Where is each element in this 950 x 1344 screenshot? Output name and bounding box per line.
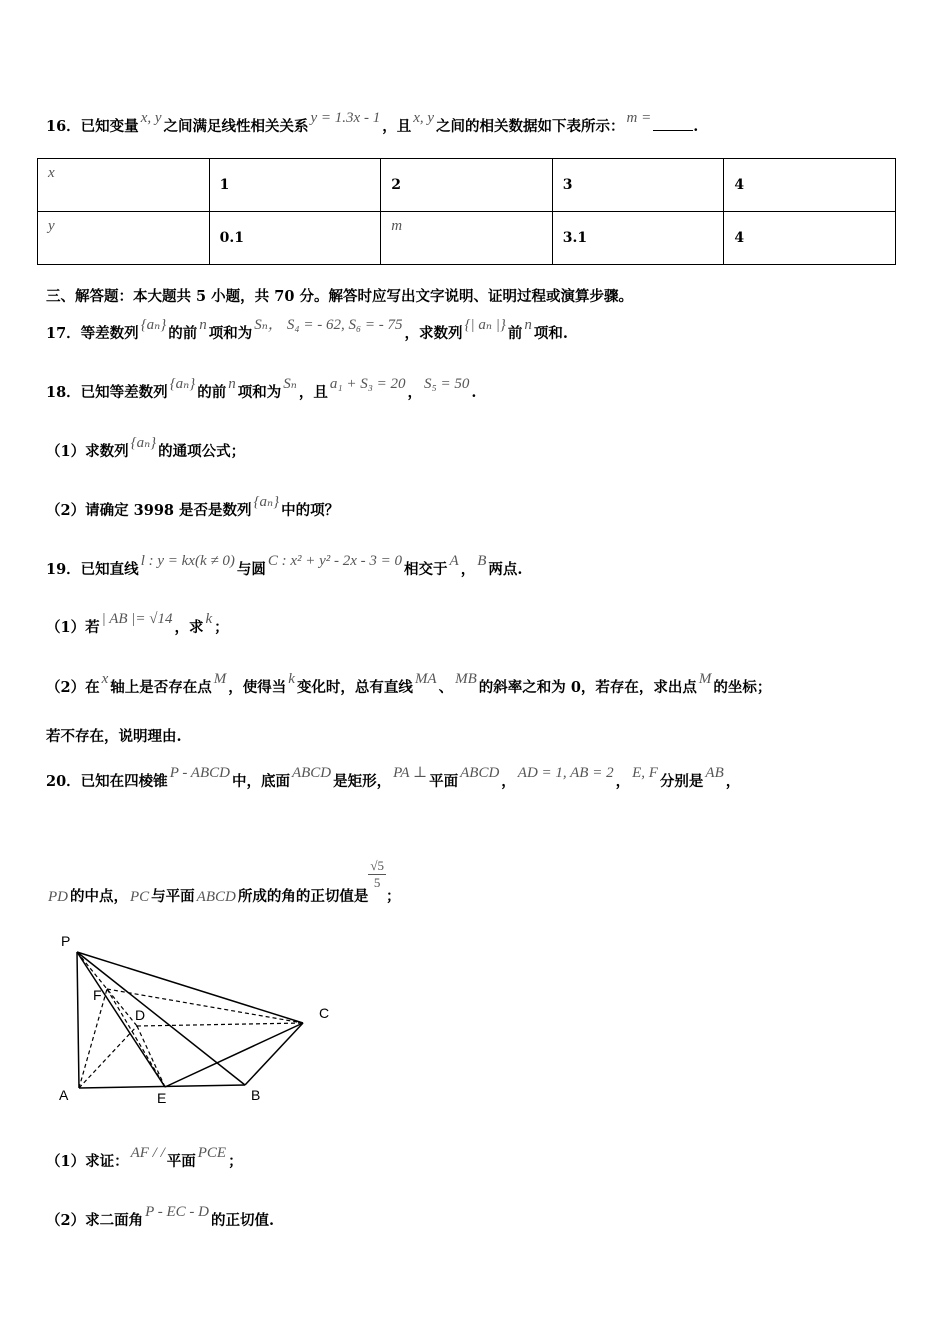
q20-part2 [46,1204,275,1230]
q20-t11: ； [385,888,401,905]
q16-end: . [693,118,699,135]
q20-t1: 中，底面 [231,773,290,790]
q16-m-eq: m = [626,110,652,126]
q19-p2-d: 变化时，总有直线 [296,679,413,696]
q19-p1-b: ，求 [174,619,204,636]
q20-dims: AD = 1, AB = 2 [517,765,614,781]
q17-sn: Sₙ， [254,317,283,333]
q17-n: n [199,317,207,333]
fraction [368,858,386,891]
q20-p1-af: AF / / [130,1145,165,1161]
q20-prefix: 20．已知在四棱锥 [46,773,168,790]
q19-p2-c: ，使得当 [228,679,287,696]
q20-t2: 是矩形， [333,773,392,790]
q20-abcd2: ABCD [460,765,500,781]
q19-prefix: 19．已知直线 [46,561,139,578]
fraction-numerator: √5 [370,858,384,873]
q19-p2-MA: MA [414,671,437,687]
q20-ab: AB [705,765,724,781]
q20-t9: 与平面 [151,888,195,905]
section-heading: 三、解答题：本大题共 5 小题，共 70 分。解答时应写出文字说明、证明过程或演算步骤。 [46,288,633,305]
table-cell: 0.1 [209,212,381,265]
q18-p1-a: （1）求数列 [46,443,129,460]
q16-mid1: 之间满足线性相关关系 [163,118,309,135]
edge-AF [79,989,107,1088]
q20-pd: PD [48,889,68,905]
pyramid-figure [55,930,345,1110]
q18-p1-an: {aₙ} [130,435,157,451]
q18-n: n [228,376,236,392]
edge-PE [77,952,165,1087]
q20-p1-a: （1）求证： [46,1153,129,1170]
q16-eq: y = 1.3x - 1 [310,110,381,126]
edge-AB [79,1085,245,1088]
q18-t1: 的前 [197,384,227,401]
q18-an: {aₙ} [169,376,196,392]
q19-comma: ， [460,561,476,578]
table-cell: 1 [209,159,381,212]
table-cell: 3.1 [552,212,724,265]
q19-p1-ab: | AB |= √14 [101,611,173,627]
q16-mid3: 之间的相关数据如下表所示： [436,118,625,135]
edge-PC [77,952,303,1023]
q19-A: A [449,553,459,569]
q20-line [46,765,741,791]
edge-EC [165,1023,303,1087]
table-row [38,212,896,265]
label-E: E [157,1090,167,1106]
q18-part2 [46,494,340,520]
q20-t7: ， [725,773,741,790]
q19-p2-sep: 、 [438,679,454,696]
q20-p2-b: 的正切值. [210,1212,275,1229]
q19-circle: C : x² + y² - 2x - 3 = 0 [267,553,403,569]
q18-part1 [46,435,246,461]
table-row [38,159,896,212]
q19-t1: 与圆 [236,561,266,578]
table-cell: 4 [724,159,896,212]
q19-p2-a: （2）在 [46,679,100,696]
q19-p1-c: ； [214,619,229,636]
q20-t8: 的中点， [70,888,128,905]
label-B: B [251,1087,261,1103]
q18-p1-b: 的通项公式； [158,443,246,460]
table-cell: m [381,212,553,265]
q17-an: {aₙ} [140,317,167,333]
q19-line-eq: l : y = kx(k ≠ 0) [140,553,235,569]
q19-B: B [477,553,487,569]
q20-t4: ， [501,773,516,790]
data-table [37,158,896,265]
q18-t4: ， [407,384,423,401]
label-A: A [59,1087,69,1103]
q20-p1-pce: PCE [197,1145,227,1161]
q18-line [46,376,477,402]
label-F: F [93,987,102,1003]
q19-t2: 相交于 [404,561,448,578]
q20-p1-b: 平面 [166,1153,196,1170]
q17-t5: 项和. [533,325,568,342]
q16-line [46,110,699,136]
edge-PB [77,952,245,1085]
q18-sn: Sₙ [283,376,297,392]
edge-DC [137,1023,303,1026]
q20-pc: PC [130,889,150,905]
q20-abcd3: ABCD [196,889,236,905]
q20-line2 [46,858,401,906]
q19-p2-b: 轴上是否存在点 [110,679,212,696]
q20-p2-a: （2）求二面角 [46,1212,144,1229]
q19-p2-MB: MB [455,671,477,687]
q18-t2: 项和为 [237,384,282,401]
q20-t6: 分别是 [659,773,704,790]
q19-p2-M: M [213,671,227,687]
q18-p2-an: {aₙ} [253,494,280,510]
q19-p1-a: （1）若 [46,619,100,636]
q16-xy: x, y [140,110,162,126]
q18-c1: a₁ + S₃ = 20 [329,376,406,392]
q19-p2-f: 的坐标； [713,679,772,696]
edge-PA [77,952,79,1088]
q17-abs: {| aₙ |} [464,317,506,333]
q18-t3: ，且 [298,384,328,401]
q18-p2-b: 中的项？ [281,502,340,519]
edge-AD [79,1026,137,1088]
q16-xy2: x, y [413,110,435,126]
q17-n2: n [524,317,532,333]
q17-cond: S₄ = - 62, S₆ = - 75 [286,317,403,333]
table-cell: 4 [724,212,896,265]
q20-ef: E, F [632,765,658,781]
q18-c2: S₅ = 50 [424,376,470,392]
q19-p2-e: 的斜率之和为 0，若存在，求出点 [478,679,697,696]
q19-part2-cont: 若不存在，说明理由. [46,728,182,745]
label-P: P [61,933,71,949]
q17-t1: 的前 [168,325,198,342]
q20-abcd: ABCD [291,765,332,781]
q17-t2: 项和为 [208,325,253,342]
q20-t3: 平面 [429,773,459,790]
table-cell: 2 [381,159,553,212]
q16-prefix: 16．已知变量 [46,118,139,135]
q19-t3: 两点. [488,561,523,578]
q19-p2-k: k [288,671,295,687]
q20-p1-c: ； [228,1153,243,1170]
label-D: D [135,1007,146,1023]
q19-part2 [46,671,772,697]
table-row-label: y [38,212,210,265]
table-row-label: x [38,159,210,212]
q20-part1 [46,1145,243,1171]
q17-t4: 前 [507,325,523,342]
q20-pyr: P - ABCD [169,765,230,781]
q18-prefix: 18．已知等差数列 [46,384,168,401]
label-C: C [319,1005,330,1021]
q20-t10: 所成的角的正切值是 [237,888,369,905]
edge-DE [137,1026,165,1087]
q17-line [46,317,568,343]
q20-t5: ， [615,773,631,790]
q17-prefix: 17．等差数列 [46,325,139,342]
q16-mid2: ，且 [382,118,412,135]
answer-blank [653,118,693,131]
q20-p2-angle: P - EC - D [145,1204,209,1220]
fraction-denominator: 5 [373,875,381,890]
q19-p2-x: x [101,671,109,687]
edge-BC [245,1023,303,1085]
q19-p1-k: k [205,611,213,627]
q19-part1 [46,611,229,637]
q18-end: . [471,384,477,401]
q17-t3: ，求数列 [404,325,463,342]
q20-perp: PA ⊥ [393,765,428,781]
q19-p2-M2: M [698,671,712,687]
table-cell: 3 [552,159,724,212]
q18-p2-a: （2）请确定 3998 是否是数列 [46,502,252,519]
q19-line [46,553,523,579]
